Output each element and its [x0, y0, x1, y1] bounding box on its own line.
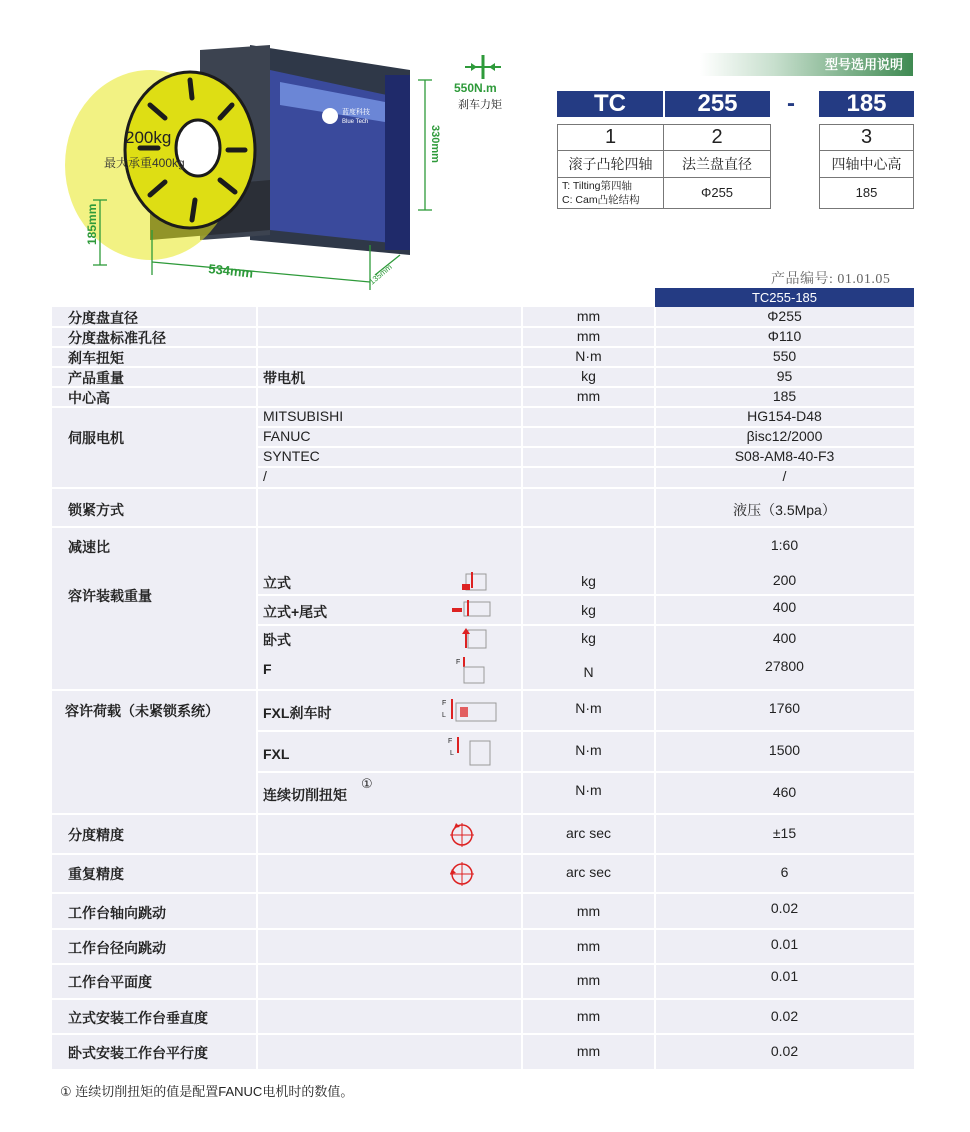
svg-text:F: F [442, 700, 447, 707]
row-name-force: 容许荷载（未紧锁系统） [65, 703, 219, 719]
logo-text-cn: 蓝度科技 [342, 109, 370, 116]
row-name: 分度盘直径 [68, 310, 138, 326]
row-sep [258, 624, 914, 626]
repeat-accuracy-icon [448, 859, 476, 887]
code-series: TC [557, 91, 663, 117]
brake-torque-label: 刹车力矩 [458, 99, 502, 111]
position-1: 1 [557, 124, 664, 151]
force-unit: N·m [575, 742, 602, 758]
index-accuracy-unit: arc sec [565, 825, 612, 841]
row-name-parallelism: 卧式安装工作台平行度 [68, 1045, 208, 1061]
force-item: FXL刹车时 [263, 705, 332, 721]
label-2: 法兰盘直径 [663, 150, 771, 178]
row-name-perpendicularity: 立式安装工作台垂直度 [68, 1010, 208, 1026]
position-2: 2 [663, 124, 771, 151]
position-3: 3 [819, 124, 914, 151]
logo-text-en: Blue Tech [342, 119, 369, 125]
row-name: 刹车扭矩 [68, 350, 124, 366]
force-fxl-icon [448, 735, 492, 767]
servo-brand: FANUC [263, 428, 311, 444]
row-sep [258, 771, 914, 773]
row-name: 分度盘标准孔径 [68, 330, 166, 346]
svg-text:L: L [442, 712, 446, 719]
servo-model: S08-AM8-40-F3 [734, 448, 835, 464]
row-sub: 带电机 [263, 370, 305, 386]
repeat-accuracy-value: 6 [780, 864, 789, 880]
lock-value: 液压（3.5Mpa） [733, 502, 836, 518]
row-sep [52, 853, 914, 855]
index-accuracy-icon [448, 819, 476, 847]
force-item: FXL [263, 746, 290, 762]
table-header-model: TC255-185 [655, 288, 914, 307]
small-dimension: 135mm [367, 262, 394, 287]
ratio-value: 1:60 [770, 537, 799, 553]
col-sep-2 [521, 307, 523, 1069]
row-sep [52, 1033, 914, 1035]
height-dimension: 330mm [429, 125, 441, 163]
logo-icon [322, 108, 338, 124]
row-unit: N·m [575, 348, 602, 364]
radial-runout-value: 0.01 [770, 936, 799, 952]
force-value: 1760 [768, 700, 801, 716]
row-value: Φ255 [767, 308, 802, 324]
flatness-value: 0.01 [770, 968, 799, 984]
row-name-ratio: 减速比 [68, 539, 110, 555]
row-name-servo: 伺服电机 [68, 430, 124, 446]
row-sep [52, 526, 914, 528]
row-sep [52, 928, 914, 930]
row-value: 95 [776, 368, 793, 384]
desc-2 [663, 177, 771, 209]
desc-1-tilting: T: Tilting第四轴 [562, 180, 633, 192]
row-value: Φ110 [767, 328, 802, 344]
horizontal-mount-icon [458, 626, 490, 650]
row-sep [52, 892, 914, 894]
brake-torque-value: 550N.m [454, 81, 497, 95]
force-unit: N·m [575, 700, 602, 716]
load-unit: kg [581, 573, 596, 589]
flatness-unit: mm [576, 972, 601, 988]
force-value: 1500 [768, 742, 801, 758]
row-name-repeat-accuracy: 重复精度 [68, 866, 124, 882]
label-3: 四轴中心高 [819, 150, 914, 178]
servo-brand: MITSUBISHI [263, 408, 344, 424]
footnote-mark: ① [361, 776, 373, 791]
servo-model: HG154-D48 [747, 408, 822, 424]
svg-text:F: F [456, 659, 461, 666]
load-value: 200 [772, 572, 797, 588]
row-name: 中心高 [68, 390, 110, 406]
load-value: 400 [772, 599, 797, 615]
label-1: 滚子凸轮四轴 [557, 150, 664, 178]
svg-text:L: L [450, 750, 454, 757]
code-center-height: 185 [819, 91, 914, 117]
housing-edge [385, 75, 410, 250]
force-unit: N [583, 664, 594, 680]
row-unit: mm [576, 388, 601, 404]
row-value: 550 [772, 348, 797, 364]
load-unit: kg [581, 602, 596, 618]
row-sep [258, 730, 914, 732]
load-mode: 立式+尾式 [263, 604, 328, 620]
servo-brand: / [263, 468, 267, 484]
force-value: 460 [772, 784, 797, 800]
perpendicularity-unit: mm [576, 1008, 601, 1024]
load-mode: 卧式 [263, 632, 291, 648]
row-name-flatness: 工作台平面度 [68, 974, 152, 990]
force-item: 连续切削扭矩 [263, 787, 347, 803]
force-item: F [263, 661, 272, 677]
row-name-axial-runout: 工作台轴向跳动 [68, 905, 166, 921]
vertical-tailstock-icon [450, 598, 494, 620]
load-value: 400 [772, 630, 797, 646]
code-dash: - [787, 90, 795, 117]
row-name-radial-runout: 工作台径向跳动 [68, 940, 166, 956]
brake-torque-icon [463, 54, 503, 80]
row-sep [52, 689, 914, 691]
desc-1-cam: C: Cam凸轮结构 [562, 194, 640, 206]
length-dimension: 534mm [207, 261, 254, 281]
model-heading: 型号选用说明 [700, 53, 913, 76]
force-f-icon [456, 655, 488, 685]
row-sep [258, 594, 914, 596]
desc-3 [819, 177, 914, 209]
servo-model: βisc12/2000 [746, 428, 823, 444]
footnote: ① 连续切削扭矩的值是配置FANUC电机时的数值。 [60, 1084, 354, 1099]
servo-model: / [782, 468, 787, 484]
center-height-dimension: 185mm [85, 203, 99, 245]
radial-runout-unit: mm [576, 938, 601, 954]
parallelism-value: 0.02 [770, 1043, 799, 1059]
load-label: 200kg [125, 128, 172, 147]
desc-3-text: 185 [855, 185, 878, 200]
index-accuracy-value: ±15 [772, 825, 797, 841]
parallelism-unit: mm [576, 1043, 601, 1059]
load-mode: 立式 [263, 575, 291, 591]
product-number: 产品编号: 01.01.05 [771, 272, 891, 287]
row-unit: mm [576, 328, 601, 344]
row-value: 185 [772, 388, 797, 404]
servo-brand: SYNTEC [263, 448, 320, 464]
force-unit: N·m [575, 782, 602, 798]
row-unit: kg [581, 368, 596, 384]
force-value: 27800 [765, 658, 804, 674]
code-diameter: 255 [665, 91, 770, 117]
force-fxl-brake-icon [442, 697, 498, 725]
row-name: 产品重量 [68, 370, 124, 386]
axial-runout-value: 0.02 [770, 900, 799, 916]
max-load-label: 最大承重400kg [104, 156, 185, 170]
load-unit: kg [581, 630, 596, 646]
desc-1 [557, 177, 664, 209]
row-name-lock: 锁紧方式 [68, 502, 124, 518]
row-name-index-accuracy: 分度精度 [68, 827, 124, 843]
row-name-load: 容许装载重量 [68, 588, 152, 604]
axial-runout-unit: mm [576, 903, 601, 919]
product-illustration [40, 30, 520, 310]
svg-text:F: F [448, 738, 453, 745]
perpendicularity-value: 0.02 [770, 1008, 799, 1024]
repeat-accuracy-unit: arc sec [565, 864, 612, 880]
row-sep [52, 998, 914, 1000]
vertical-mount-icon [458, 570, 490, 592]
desc-2-text: Φ255 [700, 185, 734, 200]
col-sep-1 [256, 307, 258, 1069]
row-unit: mm [576, 308, 601, 324]
row-sep [52, 963, 914, 965]
